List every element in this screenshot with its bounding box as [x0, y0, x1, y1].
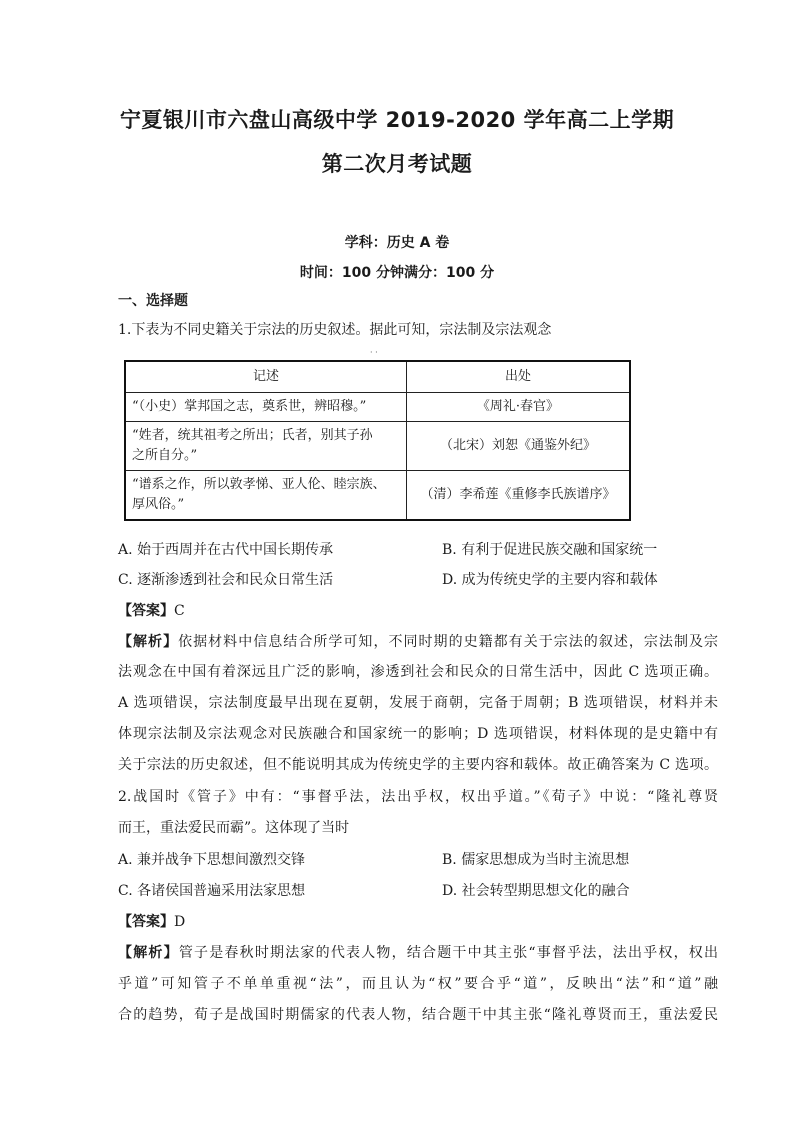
q2-option-c: C. 各诸侯国普遍采用法家思想: [118, 883, 306, 899]
answer-value: C: [174, 603, 185, 619]
table-cell-desc: [125, 422, 407, 471]
q2-stem-line: 2.战国时《管子》中有：“事督乎法，法出乎权，权出乎道。”《荀子》中说：“隆礼尊贤: [118, 789, 718, 805]
q1-source-table: [124, 360, 631, 521]
table-cell-desc-line: 厚风俗。”: [132, 497, 185, 512]
q2-option-d: D. 社会转型期思想文化的融合: [442, 883, 630, 899]
q1-analysis-line: 体现宗法制及宗法观念对民族融合和国家统一的影响；D 选项错误，材料体现的是史籍中有: [118, 726, 718, 742]
q1-stem: 1.下表为不同史籍关于宗法的历史叙述。据此可知，宗法制及宗法观念: [118, 322, 552, 338]
exam-title-line1: 宁夏银川市六盘山高级中学 2019-2020 学年高二上学期: [119, 108, 675, 132]
q1-option-a: A. 始于西周并在古代中国长期传承: [118, 542, 334, 558]
q1-option-c: C. 逐渐渗透到社会和民众日常生活: [118, 572, 334, 588]
table-header-source: 出处: [407, 361, 631, 393]
q2-analysis-line: 合的趋势，荀子是战国时期儒家的代表人物，结合题干中其主张“隆礼尊贤而王，重法爱民: [118, 1007, 718, 1023]
table-cell-desc: [125, 471, 407, 521]
q1-analysis-line: A 选项错误，宗法制度最早出现在夏朝，发展于商朝，完备于周朝；B 选项错误，材料并未: [118, 695, 718, 711]
table-cell-source: （清）李希莲《重修李氏族谱序》: [407, 471, 631, 521]
q1-analysis-line: [118, 632, 718, 652]
table-header-desc: 记述: [125, 361, 407, 393]
q1-analysis-line: 法观念在中国有着深远且广泛的影响，渗透到社会和民众的日常生活中，因此 C 选项正确。: [118, 664, 718, 680]
table-row: [125, 422, 630, 471]
q1-answer: [118, 601, 718, 621]
table-row: [125, 471, 630, 521]
table-row: [125, 393, 630, 422]
analysis-text: 管子是春秋时期法家的代表人物，结合题干中其主张“事督乎法，法出乎权，权出: [178, 945, 719, 961]
q2-answer: [118, 912, 718, 932]
subject-line: 学科：历史 A 卷: [344, 235, 450, 251]
answer-value: D: [174, 914, 186, 930]
table-header-row: [125, 361, 630, 393]
q1-analysis-line: 关于宗法的历史叙述，但不能说明其成为传统史学的主要内容和载体。故正确答案为 C 选项。: [118, 757, 718, 773]
q1-option-d: D. 成为传统史学的主要内容和载体: [442, 572, 658, 588]
q2-stem-line: 而王，重法爱民而霸”。这体现了当时: [118, 820, 350, 836]
time-score-line: 时间：100 分钟满分：100 分: [299, 265, 495, 281]
table-cell-desc: “（小史）掌邦国之志，奠系世，辨昭穆。”: [125, 393, 407, 422]
q1-option-b: B. 有利于促进民族交融和国家统一: [442, 542, 658, 558]
table-cell-desc-line: 之所自分。”: [132, 448, 198, 463]
exam-title-line2: 第二次月考试题: [321, 152, 473, 176]
analysis-label: 【解析】: [118, 634, 179, 650]
answer-label: 【答案】: [118, 914, 174, 930]
scan-speck: · ·: [370, 348, 378, 357]
answer-label: 【答案】: [118, 603, 174, 619]
q2-option-a: A. 兼并战争下思想间激烈交锋: [118, 852, 306, 868]
q2-option-b: B. 儒家思想成为当时主流思想: [442, 852, 630, 868]
table-cell-source: 《周礼·春官》: [407, 393, 631, 422]
q2-analysis-line: 乎道”可知管子不单单重视“法”，而且认为“权”要合乎“道”，反映出“法”和“道”融: [118, 976, 718, 992]
table-cell-desc-line: “谱系之作，所以敦孝悌、亚人伦、睦宗族、: [132, 477, 386, 492]
table-cell-desc-line: “姓者，统其祖考之所出；氏者，别其子孙: [132, 428, 373, 443]
section-heading: 一、选择题: [118, 293, 188, 309]
analysis-text: 依据材料中信息结合所学可知，不同时期的史籍都有关于宗法的叙述，宗法制及宗: [178, 634, 719, 650]
table-cell-source: （北宋）刘恕《通鉴外纪》: [407, 422, 631, 471]
analysis-label: 【解析】: [118, 945, 179, 961]
q2-analysis-line: [118, 943, 718, 963]
